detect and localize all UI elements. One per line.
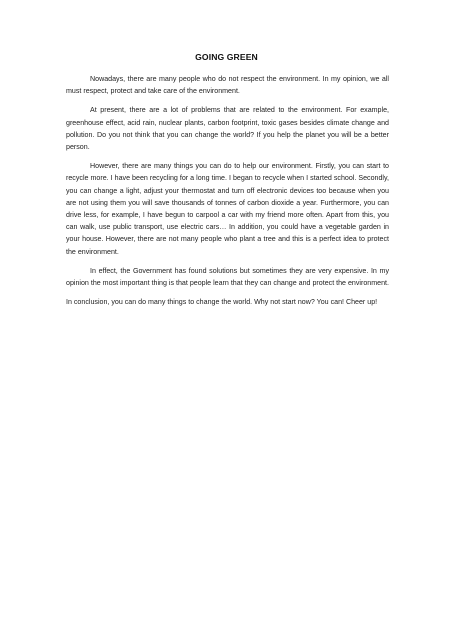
paragraph-problems: At present, there are a lot of problems that are related to the environment. For example, greenhouse effect, acid rain, nuclear plants, carbon footprint, toxic gases besides climate change and pollution. Do you not think that you can change the world? If you help the planet you will be a better person.	[66, 106, 389, 152]
document-title: GOING GREEN	[195, 52, 258, 62]
paragraph-government: In effect, the Government has found solutions but sometimes they are very expensive. In my opinion the most important thing is that people learn that they can change and protect the environment.	[66, 266, 389, 288]
paragraph-conclusion: In conclusion, you can do many things to change the world. Why not start now? You can! Cheer up!	[66, 298, 378, 307]
document-body	[66, 73, 389, 315]
paragraph-introduction: Nowadays, there are many people who do not respect the environment. In my opinion, we all must respect, protect and take care of the environment.	[66, 75, 389, 96]
paragraph-solutions: However, there are many things you can do to help our environment. Firstly, you can start to recycle more. I have been recycling for a long time. I began to recycle when I started school. Secondly, you can change a light, adjust your thermostat and turn off electronic devices too because when you are not using them you will save thousands of tonnes of carbon dioxide a year. Furthermore, you can drive less, for example, I have begun to carpool a car with my friend more often. Apart from this, you can walk, use public transport, use electric cars… In addition, you could have a vegetable garden in your house. However, there are not many people who plant a tree and this is a perfect idea to protect the environment.	[66, 162, 389, 256]
